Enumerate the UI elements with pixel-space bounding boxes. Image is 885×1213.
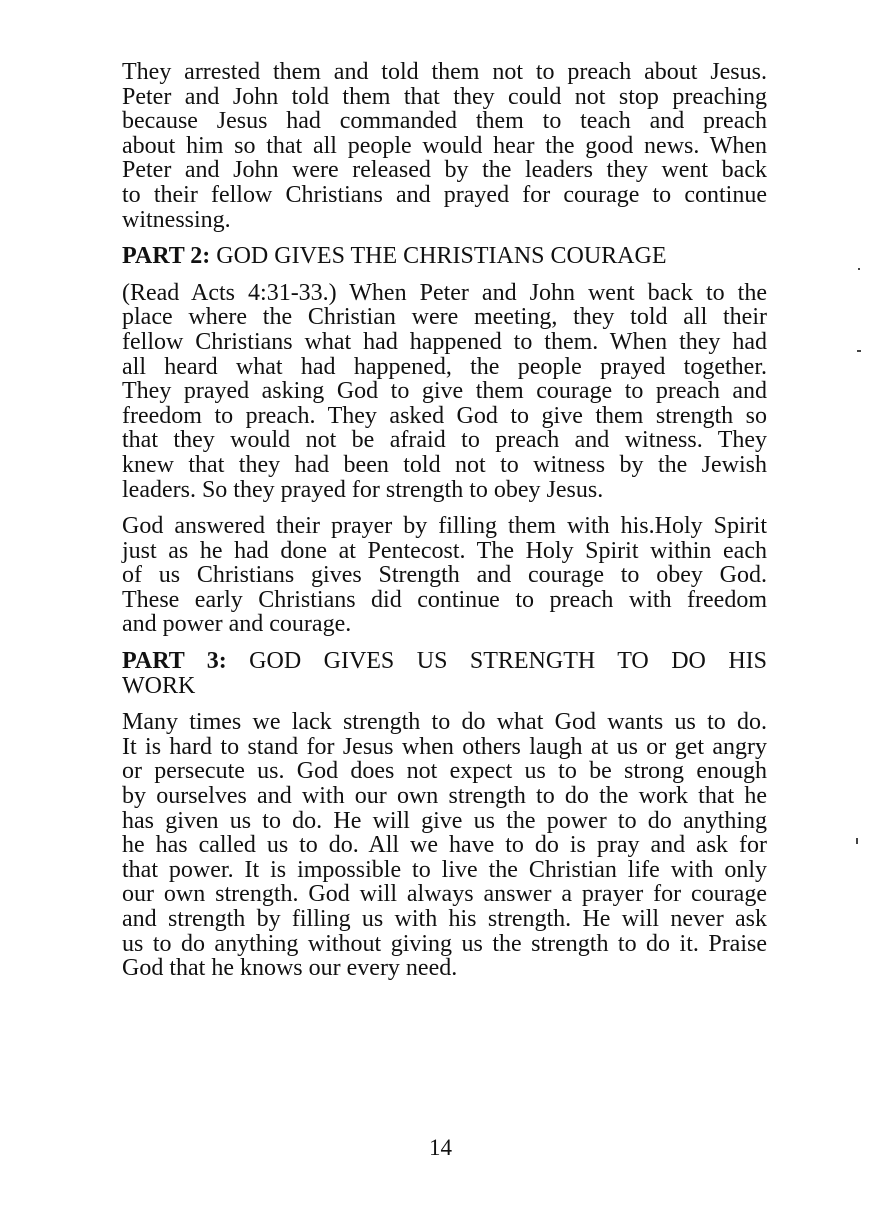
- text-line: leaders. So they prayed for strength to obey Jesus.: [122, 476, 604, 503]
- text-line: They arrested them and told them not to preach about Jesus.: [122, 59, 767, 85]
- scan-speck: [856, 838, 858, 844]
- paragraph: [122, 710, 767, 981]
- text-line: just as he had done at Pentecost. The Holy Spirit within each: [122, 537, 767, 564]
- text-line: freedom to preach. They asked God to give them strength so: [122, 402, 767, 429]
- text-line: fellow Christians what had happened to them. When they had: [122, 328, 767, 355]
- page-body: [122, 60, 767, 993]
- heading-text: GOD GIVES THE CHRISTIANS COURAGE: [216, 243, 667, 270]
- text-line: our own strength. God will always answer a prayer for courage: [122, 881, 767, 908]
- text-line: to their fellow Christians and prayed for courage to continue: [122, 181, 767, 208]
- heading-label: PART 2:: [122, 243, 211, 270]
- text-line: that they would not be afraid to preach and witness. They: [122, 427, 767, 454]
- heading-label: PART 3:: [122, 648, 227, 675]
- text-line: It is hard to stand for Jesus when others laugh at us or get angry: [122, 733, 767, 760]
- text-line: God that he knows our every need.: [122, 955, 458, 982]
- text-line: us to do anything without giving us the strength to do it. Praise: [122, 930, 767, 957]
- page-number: 14: [429, 1135, 452, 1160]
- heading-text: GOD GIVES US STRENGTH TO DO HIS: [249, 648, 767, 675]
- text-line: knew that they had been told not to witness by the Jewish: [122, 451, 767, 478]
- text-line: all heard what had happened, the people prayed together.: [122, 353, 767, 380]
- text-line: about him so that all people would hear the good news. When: [122, 132, 767, 159]
- scan-speck: [858, 268, 860, 270]
- text-line: because Jesus had commanded them to teach and preach: [122, 108, 767, 135]
- text-line: (Read Acts 4:31-33.) When Peter and John went back to the: [122, 279, 767, 306]
- text-line: God answered their prayer by filling them with his.Holy Spirit: [122, 513, 767, 540]
- text-line: [122, 244, 767, 269]
- section-heading: [122, 649, 767, 698]
- text-line: They prayed asking God to give them courage to preach and: [122, 378, 767, 405]
- text-line: witnessing.: [122, 206, 231, 233]
- text-line: WORK: [122, 672, 196, 699]
- text-line: or persecute us. God does not expect us to be strong enough: [122, 758, 767, 785]
- text-line: Peter and John were released by the leaders they went back: [122, 157, 767, 184]
- text-line: [122, 649, 767, 674]
- text-line: and power and courage.: [122, 611, 352, 638]
- text-line: that power. It is impossible to live the Christian life with only: [122, 856, 767, 883]
- text-line: Peter and John told them that they could not stop preaching: [122, 83, 767, 110]
- text-line: he has called us to do. All we have to do is pray and ask for: [122, 832, 767, 859]
- text-line: place where the Christian were meeting, they told all their: [122, 304, 767, 331]
- scan-speck: [857, 350, 861, 352]
- paragraph: [122, 514, 767, 637]
- text-line: has given us to do. He will give us the power to do anything: [122, 807, 767, 834]
- text-line: Many times we lack strength to do what God wants us to do.: [122, 709, 767, 736]
- text-line: These early Christians did continue to preach with freedom: [122, 586, 767, 613]
- text-line: of us Christians gives Strength and courage to obey God.: [122, 562, 767, 589]
- text-line: by ourselves and with our own strength to do the work that he: [122, 783, 767, 810]
- text-line: and strength by filling us with his strength. He will never ask: [122, 906, 767, 932]
- paragraph: [122, 60, 767, 232]
- section-heading: [122, 244, 767, 269]
- paragraph: [122, 281, 767, 502]
